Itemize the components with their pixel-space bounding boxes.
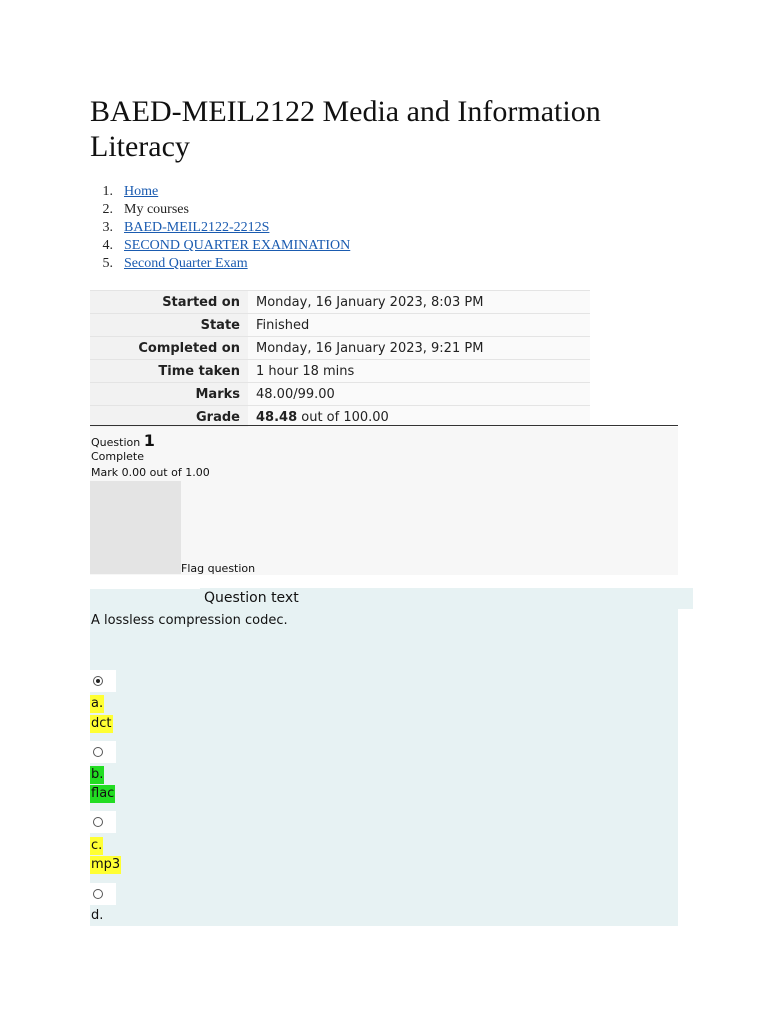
- option-b-letter: b.: [91, 767, 104, 782]
- summary-value: Finished: [248, 314, 590, 337]
- option-c-answer[interactable]: mp3: [91, 857, 121, 872]
- breadcrumb-link-home[interactable]: Home: [124, 184, 159, 199]
- breadcrumb-item-section: [90, 237, 350, 255]
- divider: [90, 425, 678, 426]
- flag-icon[interactable]: [90, 481, 181, 574]
- radio-checked-icon: [93, 676, 103, 686]
- breadcrumb-item-my-courses: [90, 201, 350, 219]
- question-content: [90, 589, 678, 926]
- breadcrumb-number: 4.: [102, 238, 113, 253]
- page-title: BAED-MEIL2122 Media and Information Literacy: [90, 95, 601, 163]
- breadcrumb-number: 5.: [102, 256, 113, 271]
- option-a-letter: a.: [91, 696, 104, 711]
- option-b-answer[interactable]: flac: [91, 786, 115, 801]
- option-c-letter: c.: [91, 838, 103, 853]
- question-text: A lossless compression codec.: [91, 613, 288, 628]
- summary-row-completed: [90, 337, 590, 360]
- breadcrumb-item-quiz: [90, 255, 350, 273]
- radio-icon: [93, 817, 103, 827]
- option-d-letter: d.: [91, 908, 104, 923]
- summary-row-started: [90, 291, 590, 314]
- question-state: Complete: [91, 450, 145, 463]
- summary-label: State: [90, 314, 248, 337]
- breadcrumb-link-quiz[interactable]: Second Quarter Exam: [124, 256, 248, 271]
- breadcrumb-text-my-courses: My courses: [124, 202, 189, 217]
- breadcrumb-number: 1.: [102, 184, 113, 199]
- question-number: [91, 431, 155, 450]
- breadcrumb-number: 3.: [102, 220, 113, 235]
- option-a-answer[interactable]: dct: [91, 716, 112, 731]
- question-number-value: 1: [143, 431, 155, 450]
- breadcrumb: [90, 183, 350, 273]
- summary-value: 1 hour 18 mins: [248, 360, 590, 383]
- summary-value: Monday, 16 January 2023, 8:03 PM: [248, 291, 590, 314]
- summary-label: Completed on: [90, 337, 248, 360]
- flag-question-link[interactable]: Flag question: [181, 562, 256, 575]
- question-text-heading: Question text: [200, 588, 693, 609]
- summary-label: Grade: [90, 406, 248, 429]
- grade-scale: out of 100.00: [297, 409, 389, 425]
- breadcrumb-number: 2.: [102, 202, 113, 217]
- radio-icon: [93, 747, 103, 757]
- option-b-radio[interactable]: [90, 741, 116, 763]
- breadcrumb-item-course: [90, 219, 350, 237]
- summary-label: Started on: [90, 291, 248, 314]
- breadcrumb-link-section[interactable]: SECOND QUARTER EXAMINATION: [124, 238, 351, 253]
- summary-label: Marks: [90, 383, 248, 406]
- option-d-radio[interactable]: [90, 883, 116, 905]
- summary-row-marks: [90, 383, 590, 406]
- summary-value: 48.00/99.00: [248, 383, 590, 406]
- summary-label: Time taken: [90, 360, 248, 383]
- option-c-radio[interactable]: [90, 811, 116, 833]
- question-mark: Mark 0.00 out of 1.00: [91, 466, 210, 479]
- summary-row-state: [90, 314, 590, 337]
- grade-score: 48.48: [256, 409, 298, 425]
- question-prefix: Question: [91, 436, 144, 449]
- question-info-panel: [90, 427, 678, 575]
- breadcrumb-item-home: [90, 183, 350, 201]
- summary-row-time: [90, 360, 590, 383]
- attempt-summary-table: [90, 290, 590, 429]
- option-a-radio[interactable]: [90, 670, 116, 692]
- summary-value: Monday, 16 January 2023, 9:21 PM: [248, 337, 590, 360]
- breadcrumb-link-course[interactable]: BAED-MEIL2122-2212S: [124, 220, 270, 235]
- radio-icon: [93, 889, 103, 899]
